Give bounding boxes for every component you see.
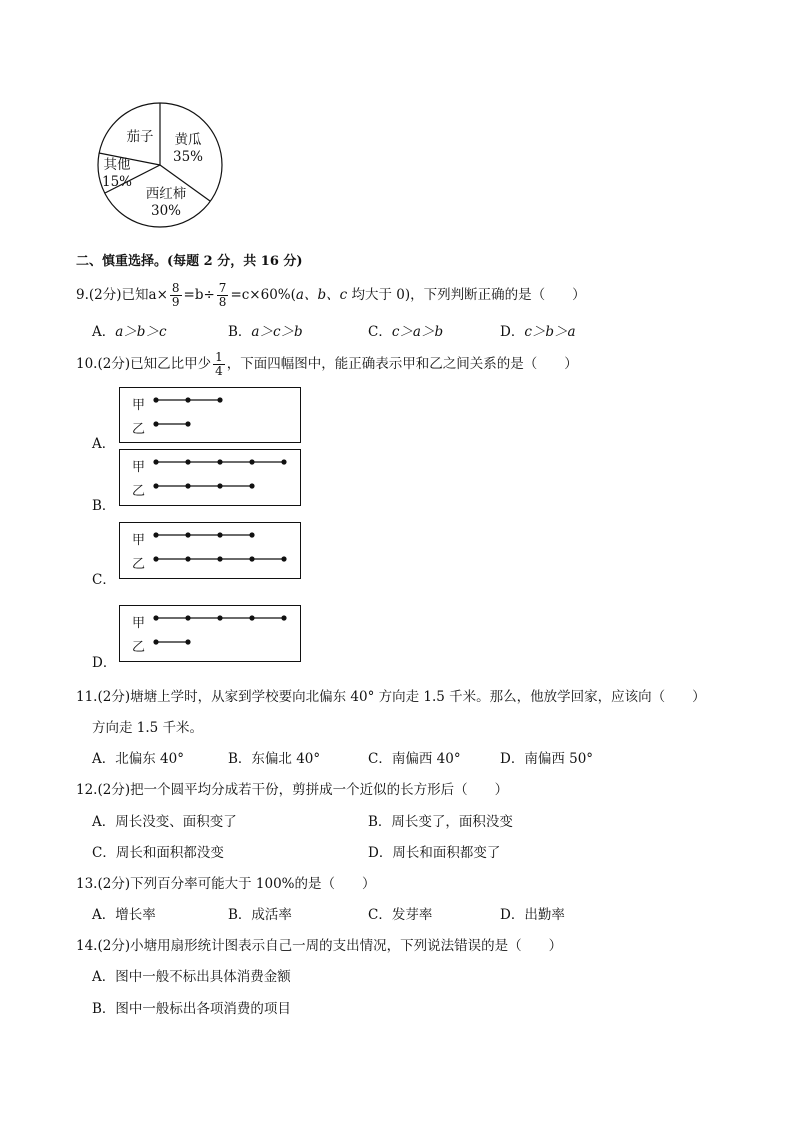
question-number: 14.	[76, 938, 98, 954]
pie-label-xihongshi	[138, 186, 194, 220]
option-10c-box[interactable]	[119, 522, 301, 579]
fraction-numerator: 7	[218, 281, 227, 295]
segment-diagram	[120, 388, 300, 442]
option-11a[interactable]	[92, 747, 184, 767]
segment-dot	[153, 639, 158, 644]
option-13d[interactable]	[500, 903, 565, 923]
condition-vars: a、b、c	[295, 287, 348, 303]
option-text: 南偏西 50°	[524, 751, 594, 767]
question-score: (2分)	[97, 689, 131, 705]
question-10	[76, 346, 578, 382]
option-label: A．	[92, 907, 116, 923]
slice-name: 其他	[103, 157, 131, 173]
option-label: A．	[92, 324, 116, 340]
option-text: 图中一般不标出具体消费金额	[115, 969, 291, 985]
question-text: 已知	[121, 287, 149, 303]
option-12d[interactable]	[368, 841, 500, 861]
times-sign: ×	[156, 287, 168, 303]
option-14b[interactable]	[92, 997, 291, 1017]
segment-dot	[153, 532, 158, 537]
row-label-yi: 乙	[132, 640, 146, 655]
section-heading: 二、慎重选择。(每题 2 分，共 16 分)	[76, 254, 303, 269]
pie-label-qita	[99, 157, 135, 191]
question-text: 小塘用扇形统计图表示自己一周的支出情况，下列说法错误的是（ ）	[130, 938, 563, 954]
option-label: A．	[92, 751, 116, 767]
slice-percent: 30%	[150, 203, 181, 219]
option-10c[interactable]: C．	[92, 572, 116, 588]
option-text: 南偏西 40°	[391, 751, 461, 767]
row-label-jia: 甲	[132, 533, 146, 548]
question-text: 已知乙比甲少	[130, 356, 212, 372]
segment-diagram	[120, 450, 300, 505]
segment-dot	[185, 639, 190, 644]
option-11d[interactable]	[500, 747, 593, 767]
segment-dot	[153, 556, 158, 561]
fraction-7-8	[217, 282, 229, 309]
option-10b[interactable]: B．	[92, 498, 116, 514]
question-number: 11.	[76, 689, 98, 705]
row-label-jia: 甲	[132, 398, 146, 413]
option-label: C．	[368, 907, 392, 923]
row-label-yi: 乙	[132, 557, 146, 572]
option-12c[interactable]	[92, 841, 224, 861]
option-10d[interactable]: D．	[92, 655, 117, 671]
option-text: 成活率	[251, 907, 292, 923]
option-text: a＞b＞c	[115, 324, 167, 340]
option-text: c＞a＞b	[391, 324, 444, 340]
option-text: 图中一般标出各项消费的项目	[115, 1001, 291, 1017]
condition-open: (	[290, 287, 296, 303]
row-label-yi: 乙	[132, 484, 146, 499]
condition-text: 均大于 0)	[347, 287, 411, 303]
question-text: 下列百分率可能大于 100%的是（ ）	[130, 876, 376, 892]
question-12	[76, 778, 508, 798]
slice-name: 黄瓜	[174, 132, 202, 148]
option-label: B．	[92, 1001, 116, 1017]
option-label: C．	[92, 845, 116, 861]
question-text: ，下列判断正确的是（ ）	[410, 287, 586, 303]
option-text: 周长变了，面积没变	[391, 814, 513, 830]
segment-dot	[153, 459, 158, 464]
option-label: D．	[500, 751, 525, 767]
segment-dot	[185, 421, 190, 426]
question-score: (2分)	[97, 356, 131, 372]
option-label: D．	[500, 907, 525, 923]
question-number: 9.	[76, 287, 89, 303]
slice-percent: 35%	[172, 149, 203, 165]
slice-percent: 15%	[101, 174, 132, 190]
fraction-denominator: 8	[218, 295, 227, 309]
segment-dot	[217, 556, 222, 561]
option-text: 周长没变、面积变了	[115, 814, 237, 830]
option-text: 周长和面积都变了	[392, 845, 501, 861]
question-text: 把一个圆平均分成若干份，剪拼成一个近似的长方形后（ ）	[130, 782, 509, 798]
question-number: 13.	[76, 876, 98, 892]
fraction-numerator: 1	[215, 350, 223, 364]
segment-dot	[217, 615, 222, 620]
option-label: D．	[500, 324, 525, 340]
segment-dot	[249, 459, 254, 464]
segment-diagram	[120, 606, 300, 661]
option-13b[interactable]	[228, 903, 292, 923]
segment-dot	[153, 421, 158, 426]
question-number: 12.	[76, 782, 98, 798]
option-11b[interactable]	[228, 747, 320, 767]
option-label: A．	[92, 814, 116, 830]
option-10a[interactable]: A．	[92, 436, 116, 452]
option-text: 增长率	[115, 907, 156, 923]
question-13	[76, 872, 376, 892]
segment-dot	[153, 483, 158, 488]
segment-dot	[281, 615, 286, 620]
segment-dot	[249, 556, 254, 561]
equation-part: =b÷	[183, 287, 215, 303]
fraction-8-9	[170, 282, 182, 309]
option-text: 出勤率	[524, 907, 565, 923]
question-text: 塘塘上学时，从家到学校要向北偏东 40° 方向走 1.5 千米。那么，他放学回家，应该向（ ）	[130, 689, 706, 705]
segment-dot	[249, 483, 254, 488]
segment-dot	[281, 459, 286, 464]
row-label-jia: 甲	[132, 616, 146, 631]
segment-dot	[217, 459, 222, 464]
row-label-yi: 乙	[132, 422, 146, 437]
option-10d-box[interactable]	[119, 605, 301, 662]
option-text: 北偏东 40°	[115, 751, 184, 767]
segment-dot	[153, 615, 158, 620]
segment-dot	[185, 483, 190, 488]
option-9d[interactable]	[500, 320, 576, 340]
segment-dot	[185, 615, 190, 620]
option-text: 发芽率	[391, 907, 433, 923]
option-label: B．	[228, 324, 252, 340]
segment-dot	[153, 397, 158, 402]
fraction-1-4	[213, 351, 225, 378]
option-12b[interactable]	[368, 810, 513, 830]
segment-dot	[185, 556, 190, 561]
option-14a[interactable]	[92, 965, 291, 985]
option-label: B．	[228, 907, 252, 923]
segment-dot	[217, 483, 222, 488]
question-text: ，下面四幅图中，能正确表示甲和乙之间关系的是（ ）	[226, 356, 578, 372]
option-11c[interactable]	[368, 747, 461, 767]
fraction-denominator: 4	[215, 364, 223, 378]
segment-dot	[217, 532, 222, 537]
option-9a[interactable]	[92, 320, 167, 340]
question-number: 10.	[76, 356, 98, 372]
segment-dot	[249, 615, 254, 620]
option-text: c＞b＞a	[524, 324, 576, 340]
option-text: 东偏北 40°	[251, 751, 321, 767]
option-label: D．	[368, 845, 393, 861]
var-a: a	[148, 287, 157, 303]
row-label-jia: 甲	[132, 460, 146, 475]
option-9b[interactable]	[228, 320, 303, 340]
segment-dot	[281, 556, 286, 561]
option-10a-box[interactable]	[119, 387, 301, 443]
question-11	[76, 685, 706, 705]
segment-dot	[185, 459, 190, 464]
question-score: (2分)	[97, 782, 131, 798]
equation-part: =c×60%	[230, 287, 291, 303]
slice-name: 茄子	[126, 129, 154, 145]
option-text: a＞c＞b	[251, 324, 303, 340]
segment-dot	[185, 397, 190, 402]
question-11-line2: 方向走 1.5 千米。	[92, 720, 204, 736]
segment-dot	[249, 532, 254, 537]
question-14	[76, 934, 562, 954]
option-label: C．	[368, 751, 392, 767]
question-9	[76, 277, 586, 313]
question-score: (2分)	[97, 938, 131, 954]
segment-dot	[217, 397, 222, 402]
slice-name: 西红柿	[145, 186, 187, 202]
question-score: (2分)	[88, 287, 122, 303]
segment-dot	[185, 532, 190, 537]
pie-label-qiezi	[118, 129, 162, 146]
fraction-numerator: 8	[171, 281, 180, 295]
option-12a[interactable]	[92, 810, 237, 830]
option-13a[interactable]	[92, 903, 156, 923]
option-9c[interactable]	[368, 320, 443, 340]
option-label: B．	[368, 814, 392, 830]
pie-label-huanggua	[168, 132, 208, 166]
option-13c[interactable]	[368, 903, 432, 923]
option-label: B．	[228, 751, 252, 767]
option-text: 周长和面积都没变	[115, 845, 224, 861]
option-label: C．	[368, 324, 392, 340]
option-label: A．	[92, 969, 116, 985]
option-10b-box[interactable]	[119, 449, 301, 506]
fraction-denominator: 9	[171, 295, 180, 309]
segment-diagram	[120, 523, 300, 578]
question-score: (2分)	[97, 876, 131, 892]
